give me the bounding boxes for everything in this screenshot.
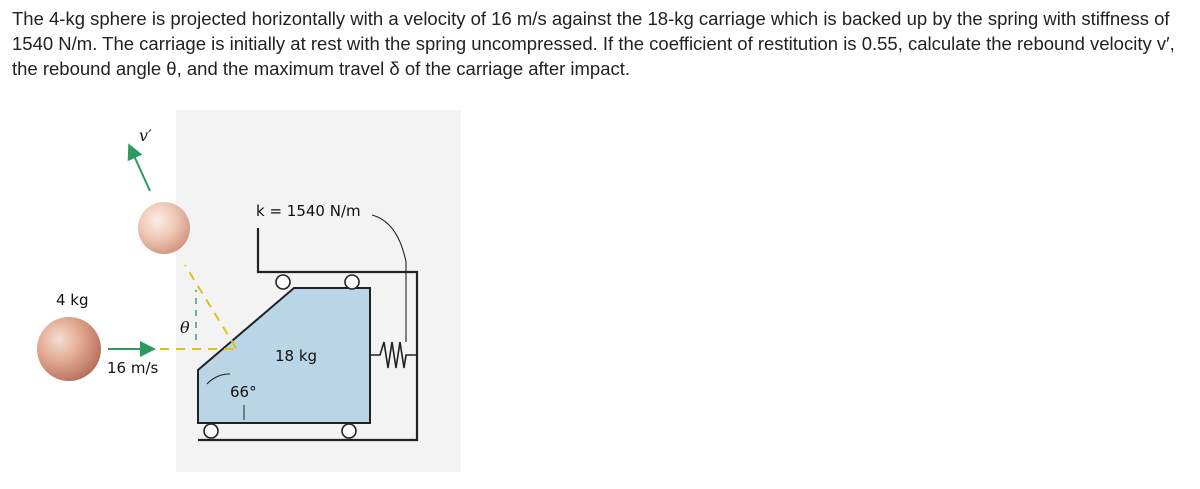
rebound-velocity-arrow	[130, 147, 150, 191]
problem-text: The 4-kg sphere is projected horizontally with a velocity of 16 m/s against the 18-kg carriage which is backed up by the spring with stiffness of 1540 N/m. The carriage is initially at rest with the spring uncompressed. If the coefficient of restitution is 0.55, calculate the rebound velocity v′, the rebound angle θ, and the maximum travel δ of the carriage after impact.	[12, 8, 1175, 79]
carriage-wheel	[345, 275, 359, 289]
rebound-velocity-label: v′	[139, 126, 152, 145]
carriage-wheel	[276, 275, 290, 289]
carriage-wheel	[342, 424, 356, 438]
rebounding-sphere	[138, 202, 190, 254]
incline-angle-label: 66°	[230, 383, 257, 401]
incoming-sphere	[37, 317, 101, 381]
initial-velocity-label: 16 m/s	[107, 359, 159, 377]
spring-stiffness-label: k = 1540 N/m	[256, 202, 361, 220]
sphere-mass-label: 4 kg	[56, 291, 89, 309]
rebound-angle-label: θ	[180, 318, 190, 337]
carriage-wheel	[204, 424, 218, 438]
carriage-mass-label: 18 kg	[275, 347, 318, 365]
